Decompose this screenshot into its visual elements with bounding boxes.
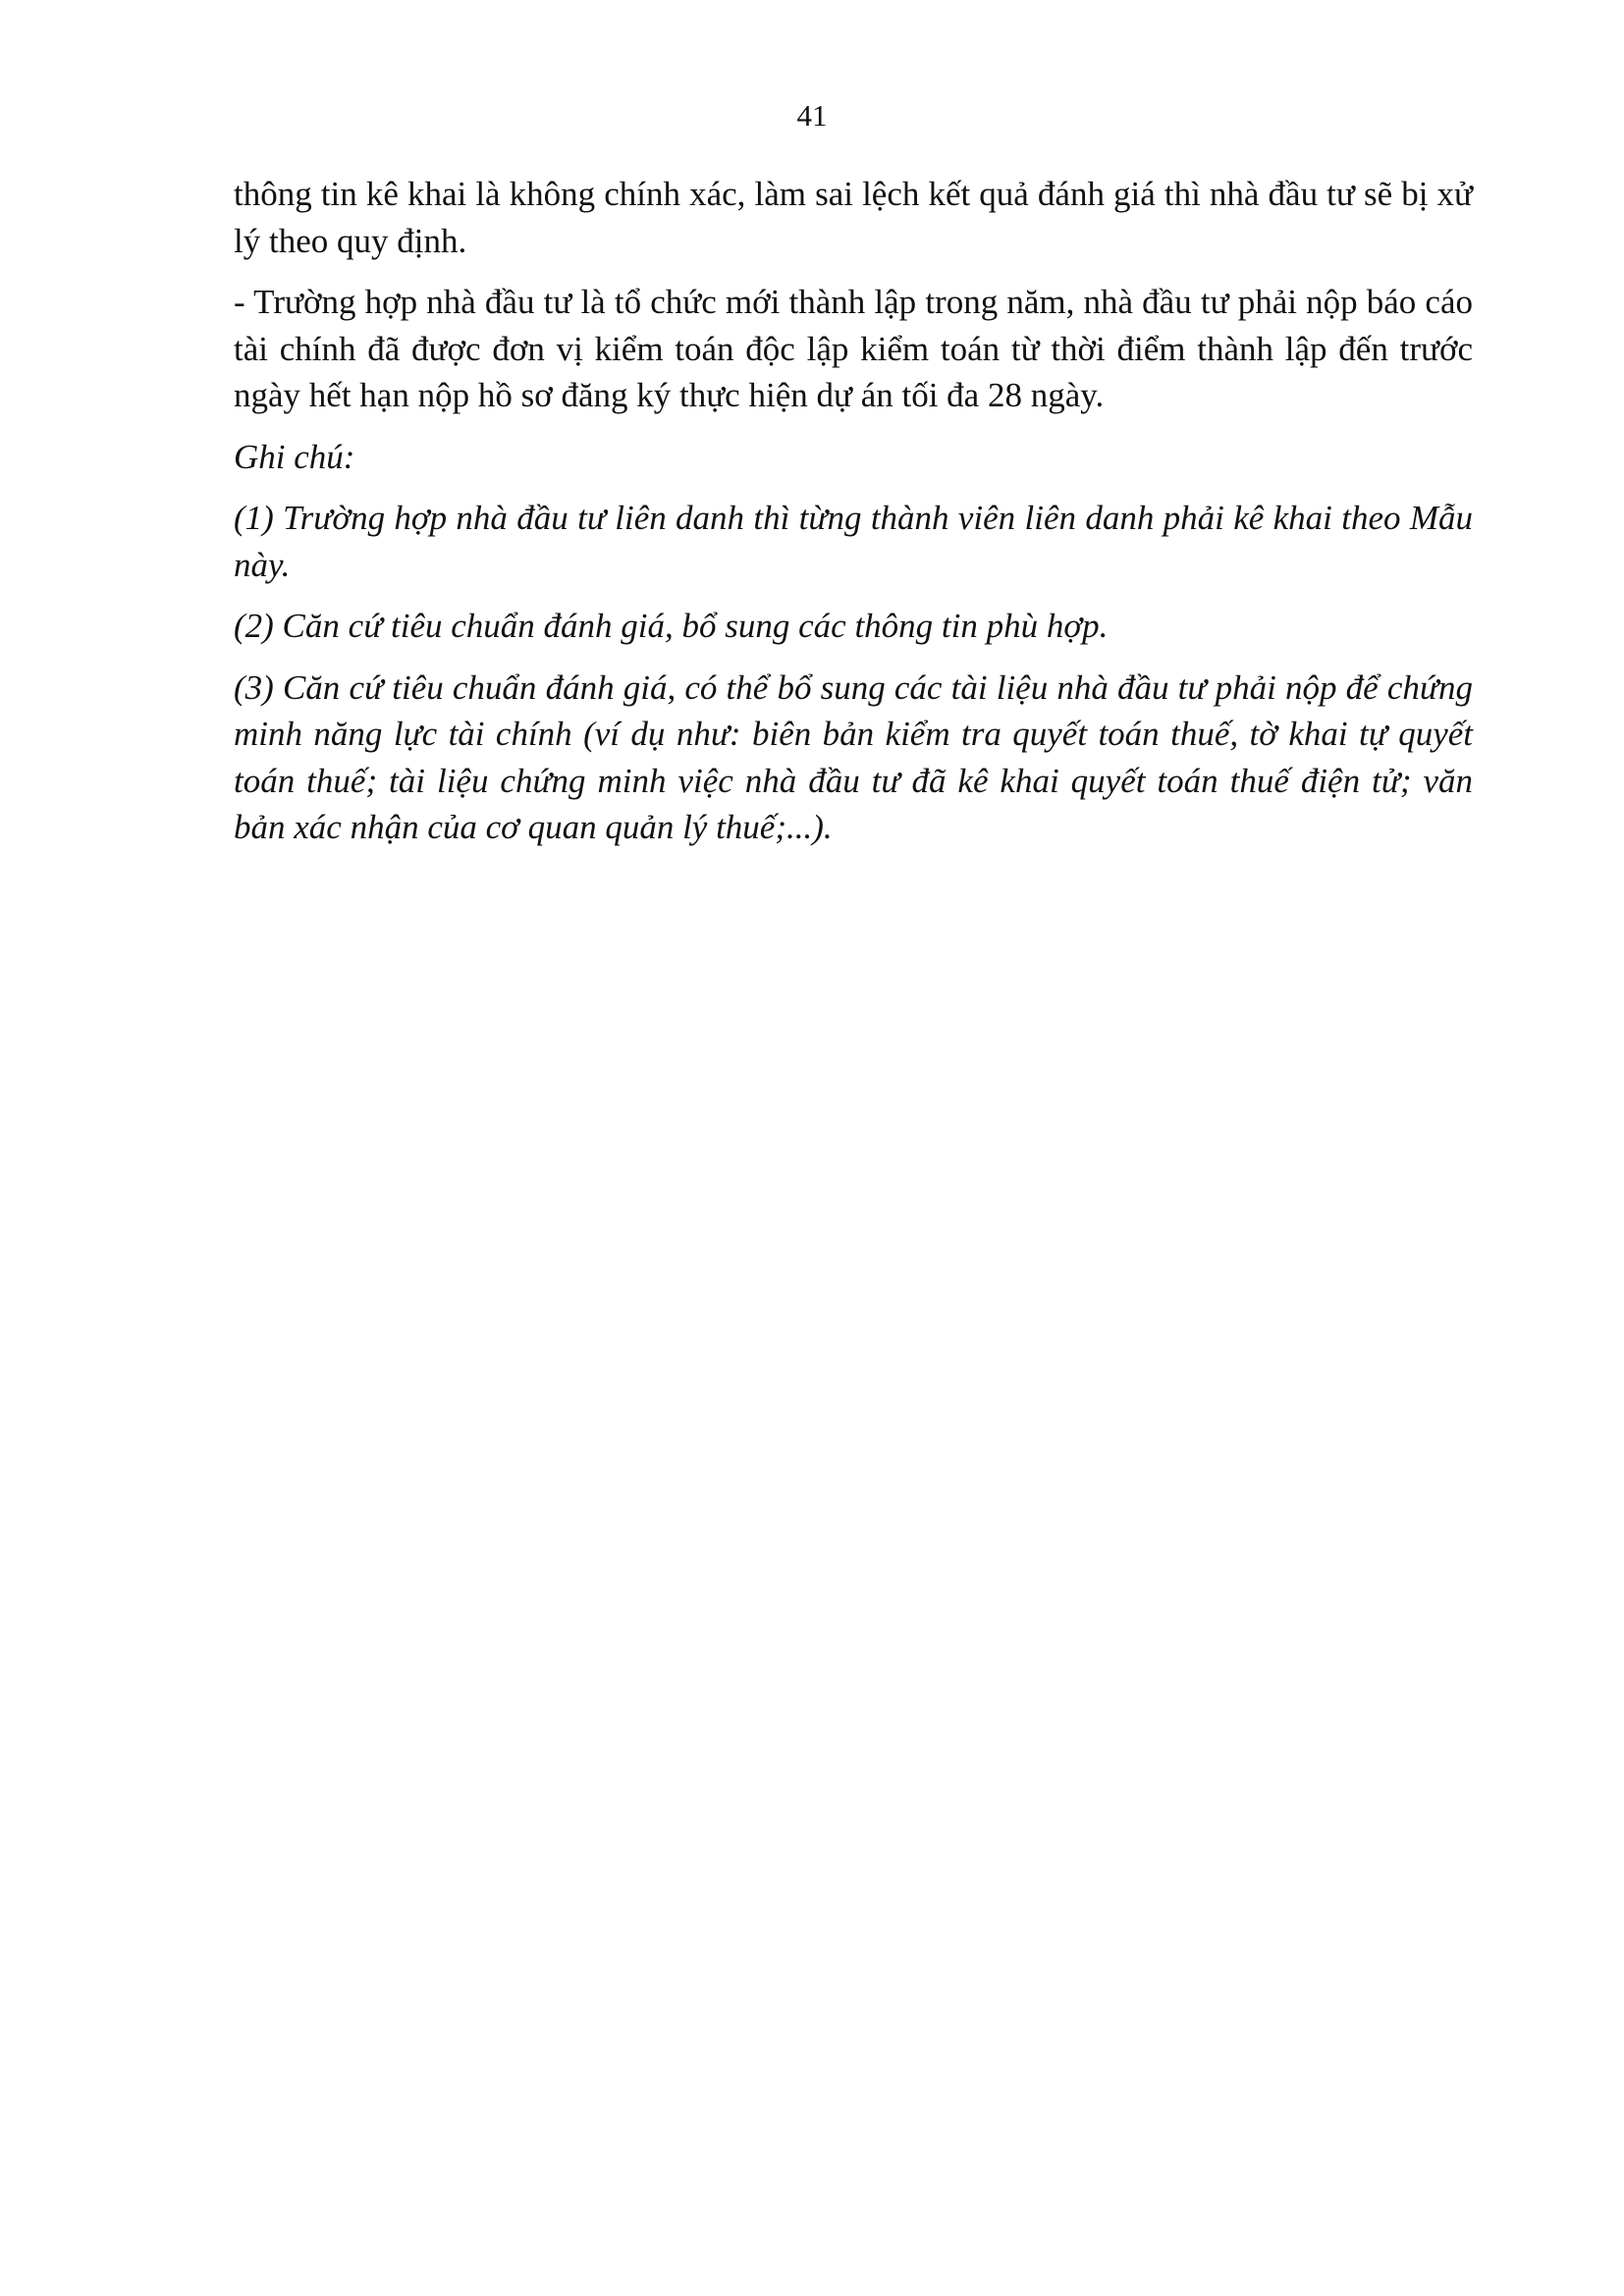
page-number: 41	[796, 98, 828, 133]
note-2: (2) Căn cứ tiêu chuẩn đánh giá, bổ sung các thông tin phù hợp.	[234, 607, 1109, 645]
notes-heading: Ghi chú:	[234, 437, 355, 476]
body-paragraph-continuation: thông tin kê khai là không chính xác, làm sai lệch kết quả đánh giá thì nhà đầu tư sẽ bị xử lý theo quy định.	[234, 175, 1473, 260]
page-content	[234, 171, 1473, 866]
body-paragraph-new-organization: - Trường hợp nhà đầu tư là tổ chức mới thành lập trong năm, nhà đầu tư phải nộp báo cáo tài chính đã được đơn vị kiểm toán độc lập kiểm toán từ thời điểm thành lập đến trước ngày hết hạn nộp hồ sơ đăng ký thực hiện dự án tối đa 28 ngày.	[234, 283, 1473, 414]
note-3: (3) Căn cứ tiêu chuẩn đánh giá, có thể bổ sung các tài liệu nhà đầu tư phải nộp để chứng minh năng lực tài chính (ví dụ như: biên bản kiểm tra quyết toán thuế, tờ khai tự quyết toán thuế; tài liệu chứng minh việc nhà đầu tư đã kê khai quyết toán thuế điện tử; văn bản xác nhận của cơ quan quản lý thuế;...).	[234, 667, 1473, 846]
note-1: (1) Trường hợp nhà đầu tư liên danh thì từng thành viên liên danh phải kê khai theo Mẫu này.	[234, 499, 1473, 584]
